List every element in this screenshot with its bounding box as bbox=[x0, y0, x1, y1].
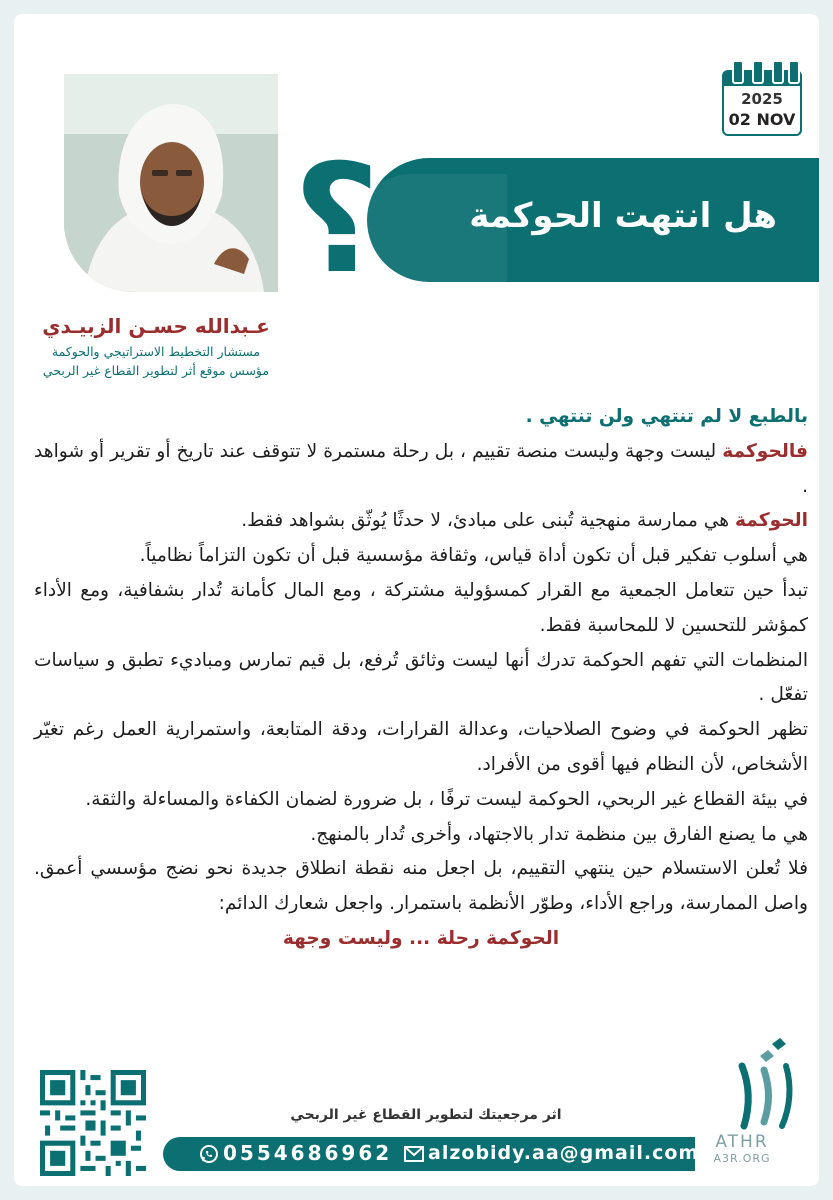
qr-code[interactable] bbox=[40, 1070, 146, 1176]
article-body bbox=[34, 400, 808, 957]
logo-wordmark: ATHR bbox=[715, 1132, 769, 1152]
author-role: مستشار التخطيط الاستراتيجي والحوكمة bbox=[51, 344, 261, 359]
portrait-illustration bbox=[64, 74, 278, 292]
author-affiliation: مؤسس موقع أثر لتطوير القطاع غير الربحي bbox=[42, 363, 270, 378]
calendar-ring bbox=[788, 60, 800, 84]
question-mark-icon: ? bbox=[293, 133, 381, 307]
paragraph: المنظمات التي تفهم الحوكمة تدرك أنها ليست وثائق تُرفع، بل قيم تمارس ومباديء تطبق و سياسات تفعّل . bbox=[34, 649, 808, 706]
email-address[interactable]: alzobidy.aa@gmail.com bbox=[428, 1142, 700, 1164]
paragraph: تظهر الحوكمة في وضوح الصلاحيات، وعدالة القرارات، ودقة المتابعة، واستمرارية العمل رغم تغيّر الأشخاص، لأن النظام فيها أقوى من الأفراد. bbox=[34, 719, 808, 775]
highlight-term: الحوكمة bbox=[735, 510, 808, 532]
author-name: عـبدالله حسـن الزبيـدي bbox=[42, 314, 270, 338]
article-lead: بالطبع لا لم تنتهي ولن تنتهي . bbox=[525, 406, 808, 427]
paragraph: هي أسلوب تفكير قبل أن تكون أداة قياس، وثقافة مؤسسية قبل أن تكون التزاماً نظامياً. bbox=[139, 545, 808, 567]
paragraph: فلا تُعلن الاستسلام حين ينتهي التقييم، بل اجعل منه نقطة انطلاق جديدة نحو نضج مؤسسي أعمق. واصل الممارسة، وراجع الأداء، وطوّر الأنظمة باستمرار. واجعل شعارك الدائم: bbox=[34, 858, 808, 915]
logo-website: A3R.ORG bbox=[713, 1152, 771, 1165]
mail-icon bbox=[404, 1146, 424, 1162]
calendar-ring bbox=[752, 60, 764, 84]
calendar-year: 2025 bbox=[741, 90, 783, 108]
calendar-ring bbox=[732, 60, 744, 84]
paragraph bbox=[34, 435, 808, 505]
calendar-body bbox=[722, 86, 802, 136]
phone-number[interactable]: 0554686962 bbox=[223, 1141, 393, 1165]
calendar-date: 02 NOV bbox=[728, 110, 796, 129]
paragraph: في بيئة القطاع غير الربحي، الحوكمة ليست ترفًا ، بل ضرورة لضمان الكفاءة والمساءلة والثقة. bbox=[85, 788, 808, 810]
paragraph bbox=[34, 504, 808, 539]
title-band bbox=[367, 158, 819, 282]
highlight-term: فالحوكمة bbox=[722, 440, 808, 462]
paragraph-text: هي ممارسة منهجية تُبنى على مبادئ، لا حدثًا يُوثّق بشواهد فقط. bbox=[241, 510, 736, 532]
paragraph-text: ليست وجهة وليست منصة تقييم ، بل رحلة مستمرة لا تتوقف عند تاريخ أو تقرير أو شواهد . bbox=[34, 440, 808, 497]
closing-slogan: الحوكمة رحلة ... وليست وجهة bbox=[282, 927, 560, 949]
page-title: هل انتهت الحوكمة bbox=[469, 196, 777, 236]
paragraph: هي ما يصنع الفارق بين منظمة تدار بالاجتهاد، وأخرى تُدار بالمنهج. bbox=[310, 823, 808, 845]
paragraph: تبدأ حين تتعامل الجمعية مع القرار كمسؤولية مشتركة ، ومع المال كأمانة تُدار بشفافية، ومع الأداء كمؤشر للتحسين لا للمحاسبة فقط. bbox=[34, 579, 808, 636]
contact-bar bbox=[163, 1137, 700, 1171]
calendar-ring bbox=[772, 60, 784, 84]
tagline: اثر مرجعيتك لتطوير القطاع غير الربحي bbox=[290, 1107, 562, 1123]
whatsapp-icon bbox=[199, 1144, 219, 1164]
author-photo bbox=[64, 74, 278, 292]
calendar-icon bbox=[722, 60, 802, 138]
